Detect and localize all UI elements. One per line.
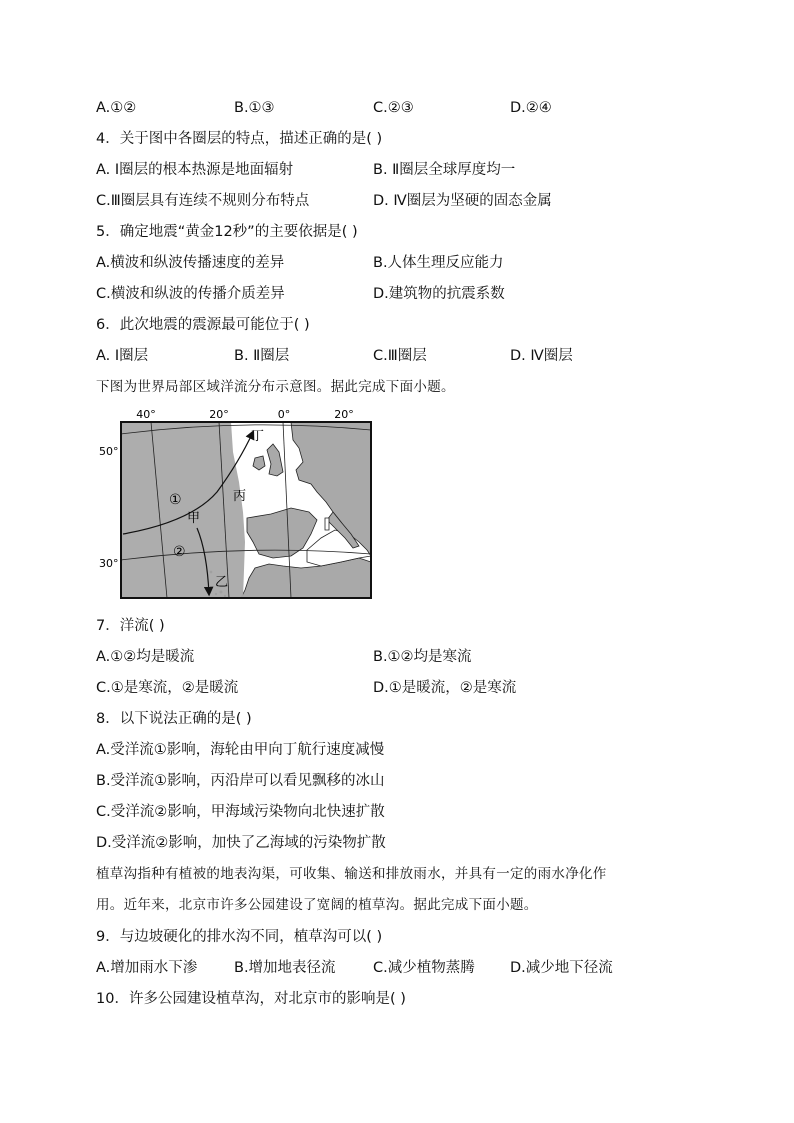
q7-option-b: B.①②均是寒流 bbox=[373, 649, 472, 665]
grass-ditch-intro-line1: 植草沟指种有植被的地表沟渠，可收集、输送和排放雨水，并具有一定的雨水净化作 bbox=[96, 866, 607, 882]
atlantic-shade bbox=[121, 422, 245, 598]
map-intro-text: 下图为世界局部区域洋流分布示意图。据此完成下面小题。 bbox=[96, 379, 455, 395]
q7-option-d: D.①是暖流，②是寒流 bbox=[373, 680, 517, 696]
q4-options-row2 bbox=[96, 191, 696, 211]
q5-option-b: B.人体生理反应能力 bbox=[373, 255, 504, 271]
q9-options bbox=[96, 958, 696, 978]
label-yi: 乙 bbox=[215, 575, 229, 590]
q3-option-a: A.①② bbox=[96, 100, 137, 116]
grass-ditch-intro-line2: 用。近年来，北京市许多公园建设了宽阔的植草沟。据此完成下面小题。 bbox=[96, 897, 538, 913]
label-jia: 甲 bbox=[187, 511, 201, 526]
q6-option-a: A. Ⅰ圈层 bbox=[96, 348, 149, 364]
q4-option-b: B. Ⅱ圈层全球厚度均一 bbox=[373, 162, 516, 178]
corsica-island bbox=[325, 518, 329, 530]
lon-label-20e: 20° bbox=[334, 408, 354, 421]
q8-option-c: C.受洋流②影响，甲海域污染物向北快速扩散 bbox=[96, 804, 385, 820]
q6-options bbox=[96, 346, 696, 366]
label-current-1: ① bbox=[169, 492, 182, 508]
label-ding: 丁 bbox=[251, 429, 265, 444]
q8-option-a: A.受洋流①影响，海轮由甲向丁航行速度减慢 bbox=[96, 742, 385, 758]
q7-option-a: A.①②均是暖流 bbox=[96, 649, 195, 665]
q5-stem: 5．确定地震“黄金12秒”的主要依据是( ) bbox=[96, 224, 358, 240]
q8-stem: 8．以下说法正确的是( ) bbox=[96, 711, 252, 727]
q6-stem: 6．此次地震的震源最可能位于( ) bbox=[96, 317, 310, 333]
q7-options-row1 bbox=[96, 647, 696, 667]
lon-label-20: 20° bbox=[209, 408, 229, 421]
q7-options-row2 bbox=[96, 678, 696, 698]
q5-option-c: C.横波和纵波的传播介质差异 bbox=[96, 286, 285, 302]
lat-label-50: 50° bbox=[99, 445, 119, 458]
q7-option-c: C.①是寒流，②是暖流 bbox=[96, 680, 239, 696]
q5-option-a: A.横波和纵波传播速度的差异 bbox=[96, 255, 285, 271]
q9-option-a: A.增加雨水下渗 bbox=[96, 960, 198, 976]
q5-options-row2 bbox=[96, 284, 696, 304]
ocean-current-map bbox=[96, 404, 376, 604]
lat-label-30: 30° bbox=[99, 557, 119, 570]
ocean-current-map-svg bbox=[96, 404, 376, 604]
q6-option-d: D. Ⅳ圈层 bbox=[510, 348, 573, 364]
q9-stem: 9．与边坡硬化的排水沟不同，植草沟可以( ) bbox=[96, 929, 383, 945]
q4-options-row1 bbox=[96, 160, 696, 180]
q9-option-d: D.减少地下径流 bbox=[510, 960, 613, 976]
q8-option-b: B.受洋流①影响，丙沿岸可以看见飘移的冰山 bbox=[96, 773, 385, 789]
q7-stem: 7．洋流( ) bbox=[96, 618, 165, 634]
q9-option-b: B.增加地表径流 bbox=[234, 960, 336, 976]
q3-option-d: D.②④ bbox=[510, 100, 552, 116]
q4-option-d: D. Ⅳ圈层为坚硬的固态金属 bbox=[373, 193, 552, 209]
q4-option-a: A. Ⅰ圈层的根本热源是地面辐射 bbox=[96, 162, 294, 178]
label-current-2: ② bbox=[173, 544, 186, 560]
q4-stem: 4．关于图中各圈层的特点，描述正确的是( ) bbox=[96, 131, 383, 147]
q8-option-d: D.受洋流②影响，加快了乙海域的污染物扩散 bbox=[96, 835, 386, 851]
lon-label-0: 0° bbox=[277, 408, 291, 421]
q3-options bbox=[96, 98, 696, 118]
q9-option-c: C.减少植物蒸腾 bbox=[373, 960, 475, 976]
q3-option-b: B.①③ bbox=[234, 100, 275, 116]
q3-option-c: C.②③ bbox=[373, 100, 414, 116]
q4-option-c: C.Ⅲ圈层具有连续不规则分布特点 bbox=[96, 193, 310, 209]
q10-stem: 10．许多公园建设植草沟，对北京市的影响是( ) bbox=[96, 991, 406, 1007]
label-bing: 丙 bbox=[233, 489, 247, 504]
q5-options-row1 bbox=[96, 253, 696, 273]
q6-option-b: B. Ⅱ圈层 bbox=[234, 348, 290, 364]
q6-option-c: C.Ⅲ圈层 bbox=[373, 348, 427, 364]
q5-option-d: D.建筑物的抗震系数 bbox=[373, 286, 505, 302]
lon-label-40: 40° bbox=[136, 408, 156, 421]
